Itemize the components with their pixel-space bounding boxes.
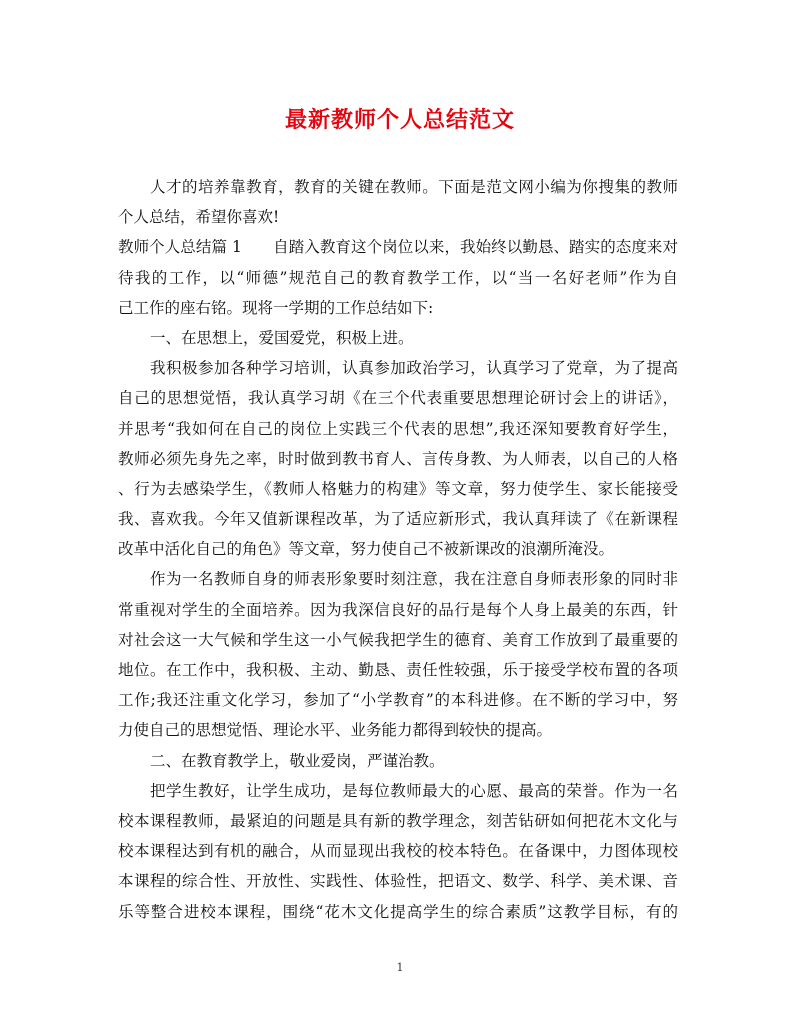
paragraph-line: 对社会这一大气候和学生这一小气候我把学生的德育、美育工作放到了最重要的 (118, 630, 678, 649)
paragraph-line: 、行为去感染学生，《教师人格魅力的构建》等文章，努力使学生、家长能接受 (118, 479, 678, 498)
paragraph-line: 我、喜欢我。今年又值新课程改革，为了适应新形式，我认真拜读了《在新课程 (118, 510, 678, 529)
paragraph-line: 教师个人总结篇 1 自踏入教育这个岗位以来，我始终以勤恳、踏实的态度来对 (118, 238, 678, 257)
paragraph-line: 己工作的座右铭。现将一学期的工作总结如下: (118, 298, 434, 317)
document-body (118, 172, 678, 927)
paragraph-line: 我积极参加各种学习培训，认真参加政治学习，认真学习了党章，为了提高 (150, 359, 678, 378)
paragraph-line: 人才的培养靠教育，教育的关键在教师。下面是范文网小编为你搜集的教师 (150, 178, 678, 196)
paragraph-line: 待我的工作，以“师德”规范自己的教育教学工作，以“当一名好老师”作为自 (118, 268, 678, 287)
paragraph-line: 并思考“我如何在自己的岗位上实践三个代表的思想”,我还深知要教育好学生， (118, 419, 678, 438)
section-heading: 二、在教育教学上，敬业爱岗，严谨治教。 (150, 751, 445, 770)
paragraph-line: 乐等整合进校本课程，围绕“花木文化提高学生的综合素质”这教学目标，有的 (118, 902, 678, 921)
document-title: 最新教师个人总结范文 (284, 107, 515, 133)
paragraph-line: 改革中活化自己的角色》等文章，努力使自己不被新课改的浪潮所淹没。 (118, 540, 615, 559)
paragraph-line: 校本课程教师，最紧迫的问题是具有新的教学理念，刻苦钻研如何把花木文化与 (118, 811, 678, 830)
section-heading: 一、在思想上，爱国爱党，积极上进。 (150, 328, 414, 347)
page-number: 1 (396, 961, 404, 974)
paragraph-line: 地位。在工作中，我积极、主动、勤恳、责任性较强，乐于接受学校布置的各项 (118, 661, 678, 679)
paragraph-line: 作为一名教师自身的师表形象要时刻注意，我在注意自身师表形象的同时非 (150, 570, 678, 589)
paragraph-line: 本课程的综合性、开放性、实践性、体验性，把语文、数学、科学、美术课、音 (118, 872, 678, 891)
paragraph-line: 工作;我还注重文化学习，参加了“小学教育”的本科进修。在不断的学习中，努 (118, 691, 678, 710)
paragraph-line: 教师必须先身先之率，时时做到教书育人、言传身教、为人师表，以自己的人格 (118, 449, 678, 468)
paragraph-line: 自己的思想觉悟，我认真学习胡《在三个代表重要思想理论研讨会上的讲话》， (118, 389, 678, 408)
paragraph-line: 常重视对学生的全面培养。因为我深信良好的品行是每个人身上最美的东西，针 (118, 600, 678, 619)
paragraph-line: 个人总结，希望你喜欢! (118, 208, 280, 227)
paragraph-line: 力使自己的思想觉悟、理论水平、业务能力都得到较快的提高。 (118, 721, 553, 740)
paragraph-line: 校本课程达到有机的融合，从而显现出我校的校本特色。在备课中，力图体现校 (118, 842, 678, 861)
paragraph-line: 把学生教好，让学生成功，是每位教师最大的心愿、最高的荣誉。作为一名 (150, 781, 678, 800)
